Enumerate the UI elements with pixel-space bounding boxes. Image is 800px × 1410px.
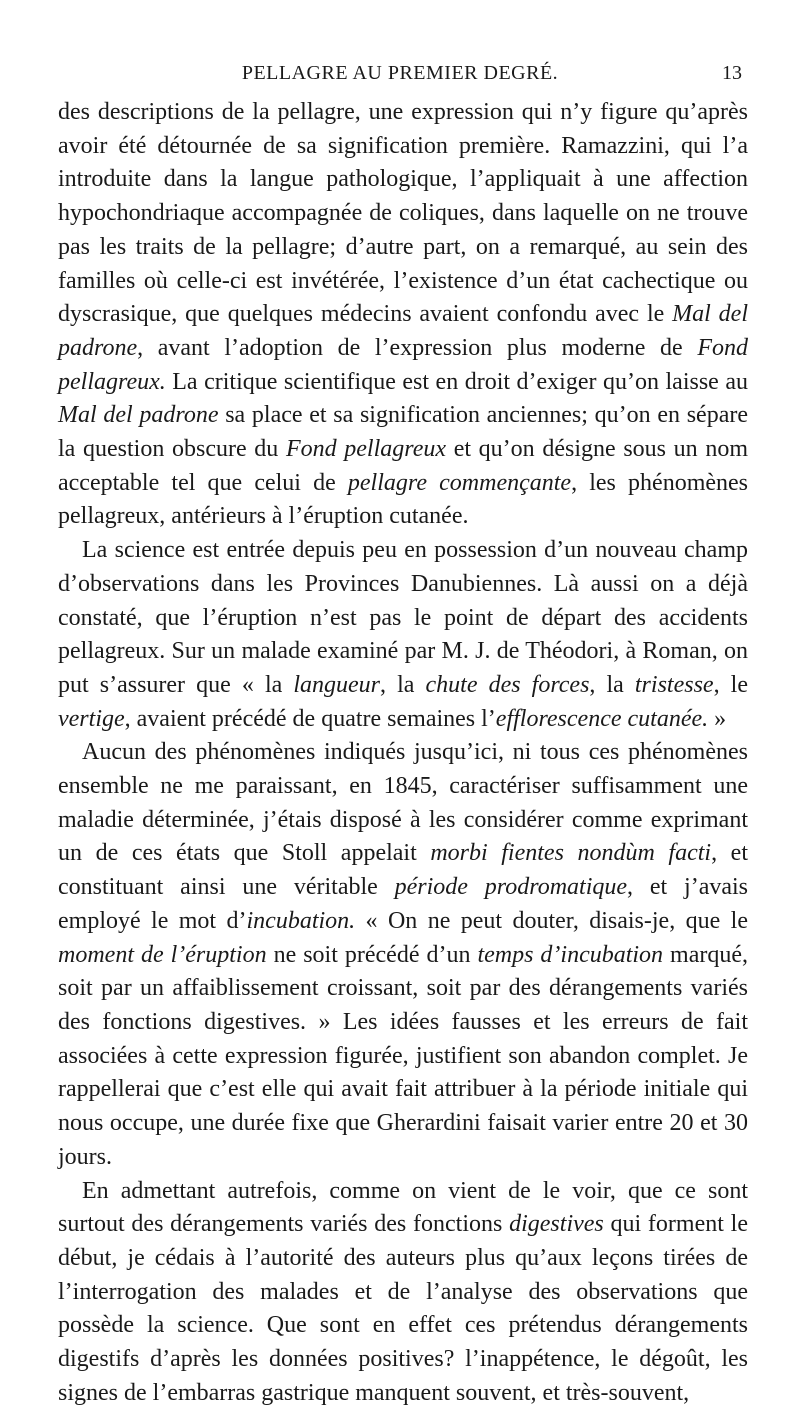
italic-run: digestives	[509, 1211, 604, 1237]
paragraph-2	[58, 534, 748, 736]
italic-run: langueur	[293, 672, 380, 698]
text-run: , avaient précédé de quatre semaines l’	[125, 706, 496, 732]
text-run: En admettant autrefois, comme on vient de le voir, que ce sont surtout des dérangements variés des fonctions	[58, 1178, 748, 1238]
italic-run: vertige	[58, 706, 125, 732]
text-run: , la	[380, 672, 425, 698]
italic-run: Mal del padrone	[58, 301, 748, 361]
text-run: « On ne peut douter, disais-je, que le	[355, 908, 748, 934]
text-run: , et j’avais employé le mot d’	[58, 874, 748, 934]
text-run: , les phénomènes pellagreux, antérieurs à l’éruption cutanée.	[58, 470, 748, 530]
text-run: , la	[589, 672, 634, 698]
italic-run: moment de l’éruption	[58, 942, 267, 968]
italic-run: efflorescence cutanée.	[496, 706, 708, 732]
text-run: La critique scientifique est en droit d’exiger qu’on laisse au	[166, 369, 748, 395]
body-text	[58, 96, 748, 1410]
italic-run: chute des forces	[426, 672, 590, 698]
text-run: marqué, soit par un affaiblissement croissant, soit par des dérangements variés des fonctions digestives. » Les idées fausses et les erreurs de fait associées à cette expression figurée, justifient son abandon complet. Je rappellerai que c’est elle qui avait fait attribuer à la période initiale qui nous occupe, une durée fixe que Gherardini faisait varier entre 20 et 30 jours.	[58, 942, 748, 1170]
italic-run: temps d’incubation	[477, 942, 663, 968]
italic-run: incubation.	[247, 908, 356, 934]
text-run: des descriptions de la pellagre, une expression qui n’y figure qu’après avoir été détournée de sa signification première. Ramazzini, qui l’a introduite dans la langue pathologique, l’appliquait à une affection hypochondriaque accompagnée de coliques, dans laquelle on ne trouve pas les traits de la pellagre; d’autre part, on a remarqué, au sein des familles où celle-ci est invétérée, l’existence d’un état cachectique ou dyscrasique, que quelques médecins avaient confondu avec le	[58, 99, 748, 327]
italic-run: morbi fientes nondùm facti	[430, 840, 711, 866]
page-header	[58, 62, 742, 92]
text-run: , et constituant ainsi une véritable	[58, 840, 748, 900]
text-run: ne soit précédé d’un	[267, 942, 478, 968]
text-run: et qu’on désigne sous un nom acceptable tel que celui de	[58, 436, 748, 496]
text-run: sa place et sa signification anciennes; qu’on en sépare la question obscure du	[58, 402, 748, 462]
text-run: , le	[714, 672, 748, 698]
italic-run: Fond pellagreux.	[58, 335, 748, 395]
paragraph-4	[58, 1175, 748, 1410]
paragraph-1	[58, 96, 748, 534]
italic-run: pellagre commençante	[348, 470, 571, 496]
italic-run: tristesse	[635, 672, 714, 698]
text-run: , avant l’adoption de l’expression plus moderne de	[137, 335, 697, 361]
text-run: La science est entrée depuis peu en possession d’un nouveau champ d’observations dans les Provinces Danubiennes. Là aussi on a déjà constaté, que l’éruption n’est pas le point de départ des accidents pellagreux. Sur un malade examiné par M. J. de Théodori, à Roman, on put s’assurer que « la	[58, 537, 748, 698]
running-head: PELLAGRE AU PREMIER DEGRÉ.	[58, 62, 742, 85]
text-run: »	[708, 706, 726, 732]
italic-run: Fond pellagreux	[286, 436, 446, 462]
italic-run: période prodromatique	[395, 874, 627, 900]
text-run: qui forment le début, je cédais à l’autorité des auteurs plus qu’aux leçons tirées de l’interrogation des malades et de l’analyse des observations que possède la science. Que sont en effet ces prétendus dérangements digestifs d’après les données positives? l’inappétence, le dégoût, les signes de l’embarras gastrique manquent souvent, et très-souvent,	[58, 1211, 748, 1406]
paragraph-3	[58, 736, 748, 1174]
text-run: Aucun des phénomènes indiqués jusqu’ici, ni tous ces phénomènes ensemble ne me paraissant, en 1845, caractériser suffisamment une maladie déterminée, j’étais disposé à les considérer comme exprimant un de ces états que Stoll appelait	[58, 739, 748, 866]
italic-run: Mal del padrone	[58, 402, 219, 428]
page-number: 13	[722, 62, 742, 85]
